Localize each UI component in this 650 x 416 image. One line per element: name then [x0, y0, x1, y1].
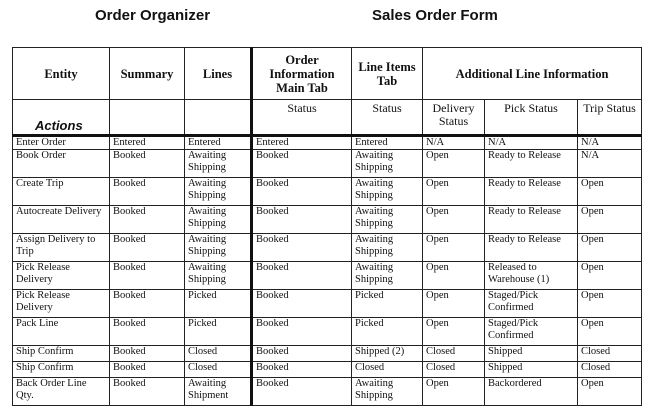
header-delivery-status: Delivery Status: [423, 100, 485, 136]
lines-cell: Awaiting Shipping: [185, 234, 252, 262]
trip-status-cell: Open: [578, 262, 642, 290]
header-pick-status: Pick Status: [485, 100, 578, 136]
delivery-status-cell: N/A: [423, 136, 485, 150]
header-summary-blank: [110, 100, 185, 136]
table-body: [13, 136, 642, 406]
line-status-cell: Awaiting Shipping: [352, 206, 423, 234]
header-order-status: Status: [252, 100, 352, 136]
delivery-status-cell: Open: [423, 206, 485, 234]
lines-cell: Awaiting Shipping: [185, 262, 252, 290]
trip-status-cell: Open: [578, 290, 642, 318]
entity-cell: Pick Release Delivery: [13, 290, 110, 318]
pick-status-cell: Ready to Release: [485, 150, 578, 178]
delivery-status-cell: Open: [423, 150, 485, 178]
table-row: [13, 262, 642, 290]
header-line-status: Status: [352, 100, 423, 136]
pick-status-cell: Released to Warehouse (1): [485, 262, 578, 290]
trip-status-cell: Open: [578, 378, 642, 406]
delivery-status-cell: Open: [423, 234, 485, 262]
trip-status-cell: N/A: [578, 150, 642, 178]
lines-cell: Awaiting Shipping: [185, 206, 252, 234]
line-status-cell: Entered: [352, 136, 423, 150]
trip-status-cell: Open: [578, 234, 642, 262]
summary-cell: Booked: [110, 234, 185, 262]
pick-status-cell: Shipped: [485, 346, 578, 362]
table-row: [13, 378, 642, 406]
entity-cell: Ship Confirm: [13, 346, 110, 362]
header-line-items: Line Items Tab: [352, 48, 423, 100]
header-lines-blank: [185, 100, 252, 136]
trip-status-cell: Open: [578, 206, 642, 234]
order-organizer-heading: Order Organizer: [95, 7, 211, 24]
table-row: [13, 150, 642, 178]
summary-cell: Booked: [110, 206, 185, 234]
order-status-cell: Entered: [252, 136, 352, 150]
entity-cell: Autocreate Delivery: [13, 206, 110, 234]
delivery-status-cell: Open: [423, 178, 485, 206]
entity-cell: Ship Confirm: [13, 362, 110, 378]
summary-cell: Booked: [110, 318, 185, 346]
header-summary: Summary: [110, 48, 185, 100]
trip-status-cell: Open: [578, 318, 642, 346]
summary-cell: Booked: [110, 346, 185, 362]
header-entity: Entity: [13, 48, 110, 100]
pick-status-cell: Ready to Release: [485, 206, 578, 234]
trip-status-cell: Closed: [578, 362, 642, 378]
table-row: [13, 346, 642, 362]
summary-cell: Booked: [110, 262, 185, 290]
pick-status-cell: Staged/Pick Confirmed: [485, 318, 578, 346]
delivery-status-cell: Closed: [423, 346, 485, 362]
line-status-cell: Closed: [352, 362, 423, 378]
order-status-cell: Booked: [252, 206, 352, 234]
summary-cell: Entered: [110, 136, 185, 150]
entity-cell: Pick Release Delivery: [13, 262, 110, 290]
header-trip-status: Trip Status: [578, 100, 642, 136]
line-status-cell: Awaiting Shipping: [352, 378, 423, 406]
lines-cell: Entered: [185, 136, 252, 150]
trip-status-cell: Open: [578, 178, 642, 206]
line-status-cell: Awaiting Shipping: [352, 150, 423, 178]
line-status-cell: Picked: [352, 318, 423, 346]
summary-cell: Booked: [110, 362, 185, 378]
table-row: [13, 206, 642, 234]
order-status-cell: Booked: [252, 262, 352, 290]
pick-status-cell: Ready to Release: [485, 234, 578, 262]
pick-status-cell: N/A: [485, 136, 578, 150]
line-status-cell: Picked: [352, 290, 423, 318]
delivery-status-cell: Closed: [423, 362, 485, 378]
sales-order-form-heading: Sales Order Form: [372, 7, 498, 24]
lines-cell: Closed: [185, 346, 252, 362]
pick-status-cell: Staged/Pick Confirmed: [485, 290, 578, 318]
pick-status-cell: Ready to Release: [485, 178, 578, 206]
summary-cell: Booked: [110, 378, 185, 406]
table-row: [13, 136, 642, 150]
delivery-status-cell: Open: [423, 290, 485, 318]
header-order-information: Order Information Main Tab: [252, 48, 352, 100]
entity-cell: Pack Line: [13, 318, 110, 346]
delivery-status-cell: Open: [423, 262, 485, 290]
table-row: [13, 318, 642, 346]
entity-cell: Create Trip: [13, 178, 110, 206]
line-status-cell: Awaiting Shipping: [352, 178, 423, 206]
entity-cell: Enter Order: [13, 136, 110, 150]
trip-status-cell: N/A: [578, 136, 642, 150]
table-row: [13, 234, 642, 262]
order-status-table: [12, 47, 642, 406]
summary-cell: Booked: [110, 178, 185, 206]
summary-cell: Booked: [110, 150, 185, 178]
order-status-cell: Booked: [252, 318, 352, 346]
lines-cell: Awaiting Shipment: [185, 378, 252, 406]
line-status-cell: Awaiting Shipping: [352, 262, 423, 290]
lines-cell: Awaiting Shipping: [185, 178, 252, 206]
lines-cell: Awaiting Shipping: [185, 150, 252, 178]
order-status-cell: Booked: [252, 378, 352, 406]
order-status-cell: Booked: [252, 362, 352, 378]
order-status-cell: Booked: [252, 346, 352, 362]
trip-status-cell: Closed: [578, 346, 642, 362]
order-status-cell: Booked: [252, 234, 352, 262]
lines-cell: Picked: [185, 318, 252, 346]
lines-cell: Picked: [185, 290, 252, 318]
table-row: [13, 290, 642, 318]
line-status-cell: Shipped (2): [352, 346, 423, 362]
table-row: [13, 178, 642, 206]
table-row: [13, 362, 642, 378]
entity-cell: Assign Delivery to Trip: [13, 234, 110, 262]
header-actions: Actions: [13, 100, 110, 136]
order-status-cell: Booked: [252, 150, 352, 178]
header-additional-line-information: Additional Line Information: [423, 48, 642, 100]
entity-cell: Back Order Line Qty.: [13, 378, 110, 406]
summary-cell: Booked: [110, 290, 185, 318]
delivery-status-cell: Open: [423, 378, 485, 406]
pick-status-cell: Shipped: [485, 362, 578, 378]
header-lines: Lines: [185, 48, 252, 100]
line-status-cell: Awaiting Shipping: [352, 234, 423, 262]
delivery-status-cell: Open: [423, 318, 485, 346]
lines-cell: Closed: [185, 362, 252, 378]
order-status-cell: Booked: [252, 290, 352, 318]
pick-status-cell: Backordered: [485, 378, 578, 406]
entity-cell: Book Order: [13, 150, 110, 178]
order-status-cell: Booked: [252, 178, 352, 206]
